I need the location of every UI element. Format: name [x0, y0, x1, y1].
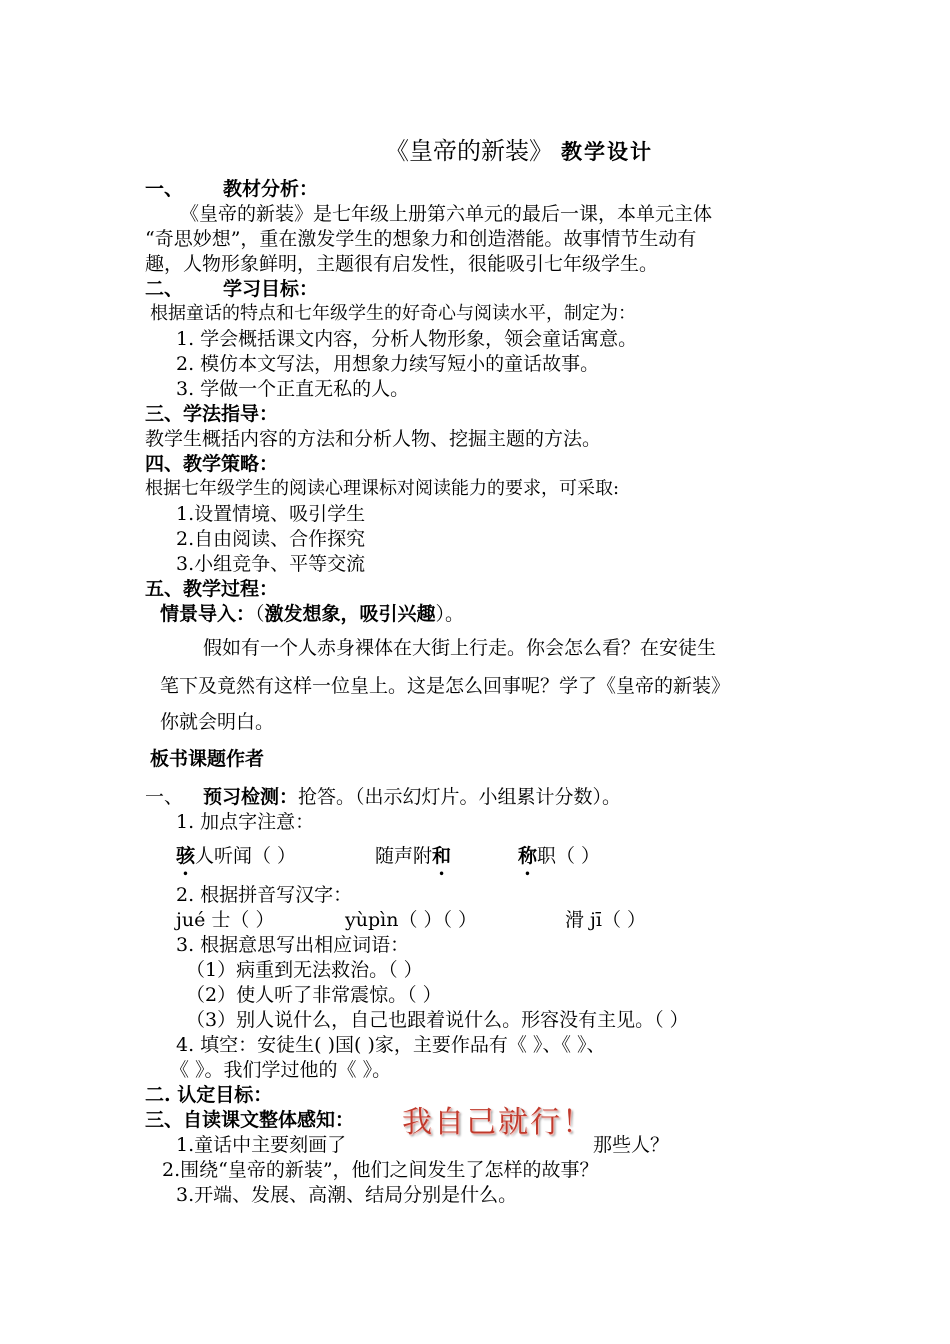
s5-board: 板书课题作者: [150, 748, 265, 770]
preview-q2: 2. 根据拼音写汉字：: [176, 884, 353, 906]
title-sub: 教学设计: [561, 140, 653, 164]
s1-line: 《皇帝的新装》是七年级上册第六单元的最后一课，本单元主体: [180, 203, 713, 225]
s2-heading-text: 学习目标：: [223, 278, 319, 300]
preview-label: 预习检测：: [203, 786, 299, 808]
preview-q4-line: 《 》。我们学过他的《 》。: [170, 1059, 392, 1081]
s1-line: “奇思妙想”，重在激发学生的想象力和创造潜能。故事情节生动有: [145, 228, 697, 250]
s5-intro-label: 情景导入：: [160, 603, 256, 625]
preview-heading: [145, 785, 621, 809]
s2-item: 2. 模仿本文写法，用想象力续写短小的童话故事。: [176, 353, 600, 375]
s3-text: 教学生概括内容的方法和分析人物、挖掘主题的方法。: [145, 428, 602, 450]
q3-item: （3）别人说什么，自己也跟着说什么。形容没有主见。（ ）: [186, 1009, 689, 1031]
q1-item: [176, 844, 296, 868]
q2-item: yùpìn（ ）（ ）: [345, 909, 478, 931]
s5-para-line: 你就会明白。: [160, 711, 275, 733]
s5-intro-bold: 激发想象，吸引兴趣: [264, 603, 436, 625]
s4-item: 2.自由阅读、合作探究: [176, 528, 366, 550]
s5-heading: 五、教学过程：: [145, 578, 279, 600]
document-title: [385, 136, 653, 167]
s4-item: 1.设置情境、吸引学生: [176, 503, 366, 525]
q1-item-rest: 人听闻（ ）: [195, 845, 297, 867]
s4-heading: 四、教学策略：: [145, 453, 279, 475]
q3-item: （2）使人听了非常震惊。（ ）: [186, 984, 442, 1006]
read-q3: 3.开端、发展、高潮、结局分别是什么。: [176, 1184, 518, 1206]
dotted-char: 和: [432, 845, 452, 867]
read-q1-b: 那些人？: [593, 1134, 670, 1156]
s5-intro-paren-close: ）。: [435, 603, 465, 625]
slogan-wordart: 我自己就行！: [402, 1105, 594, 1140]
s3-heading: 三、学法指导：: [145, 403, 279, 425]
q2-item: 滑 jī（ ）: [565, 909, 647, 931]
preview-q1: 1. 加点字注意：: [176, 811, 315, 833]
s1-heading-num: 一、: [145, 178, 184, 200]
s4-item: 3.小组竞争、平等交流: [176, 553, 366, 575]
q1-item-rest: 职（ ）: [537, 845, 601, 867]
dotted-char: 称: [518, 845, 538, 867]
s5-intro: [160, 602, 464, 626]
q1-item: [375, 844, 451, 868]
dotted-char: 骇: [176, 845, 196, 867]
s5-para-line: 假如有一个人赤身裸体在大街上行走。你会怎么看？在安徒生: [203, 637, 717, 659]
s2-intro: 根据童话的特点和七年级学生的好奇心与阅读水平，制定为：: [150, 303, 636, 324]
read-q1-a: 1.童话中主要刻画了: [176, 1134, 347, 1156]
read-heading: 三、自读课文整体感知：: [145, 1109, 355, 1131]
s5-intro-paren-open: （: [255, 603, 265, 625]
title-main: 《皇帝的新装》: [385, 137, 553, 165]
s2-heading: [145, 277, 318, 301]
s4-intro: 根据七年级学生的阅读心理课标对阅读能力的要求，可采取:: [145, 478, 620, 499]
preview-q4-line: 4. 填空：安徒生( )国( )家，主要作品有《 》、《 》、: [176, 1034, 606, 1056]
read-q2: 2.围绕“皇帝的新装”，他们之间发生了怎样的故事？: [162, 1159, 599, 1181]
s2-item: 3. 学做一个正直无私的人。: [176, 378, 410, 400]
s2-heading-num: 二、: [145, 278, 184, 300]
goal-heading: 二. 认定目标：: [145, 1084, 273, 1106]
preview-num: 一、: [145, 786, 184, 808]
q3-item: （1）病重到无法救治。（ ）: [186, 959, 423, 981]
q2-item: jué 士（ ）: [176, 909, 275, 931]
q1-item-pre: 随声附: [375, 845, 433, 867]
preview-q3: 3. 根据意思写出相应词语：: [176, 934, 410, 956]
q1-item: [518, 844, 600, 868]
s1-heading-text: 教材分析：: [223, 178, 319, 200]
preview-text: 抢答。（出示幻灯片。小组累计分数）。: [298, 786, 622, 808]
s1-line: 趣，人物形象鲜明，主题很有启发性，很能吸引七年级学生。: [145, 253, 659, 275]
s1-heading: [145, 177, 318, 201]
s5-para-line: 笔下及竟然有这样一位皇上。这是怎么回事呢？学了《皇帝的新装》: [160, 675, 731, 697]
s2-item: 1. 学会概括课文内容，分析人物形象，领会童话寓意。: [176, 328, 638, 350]
